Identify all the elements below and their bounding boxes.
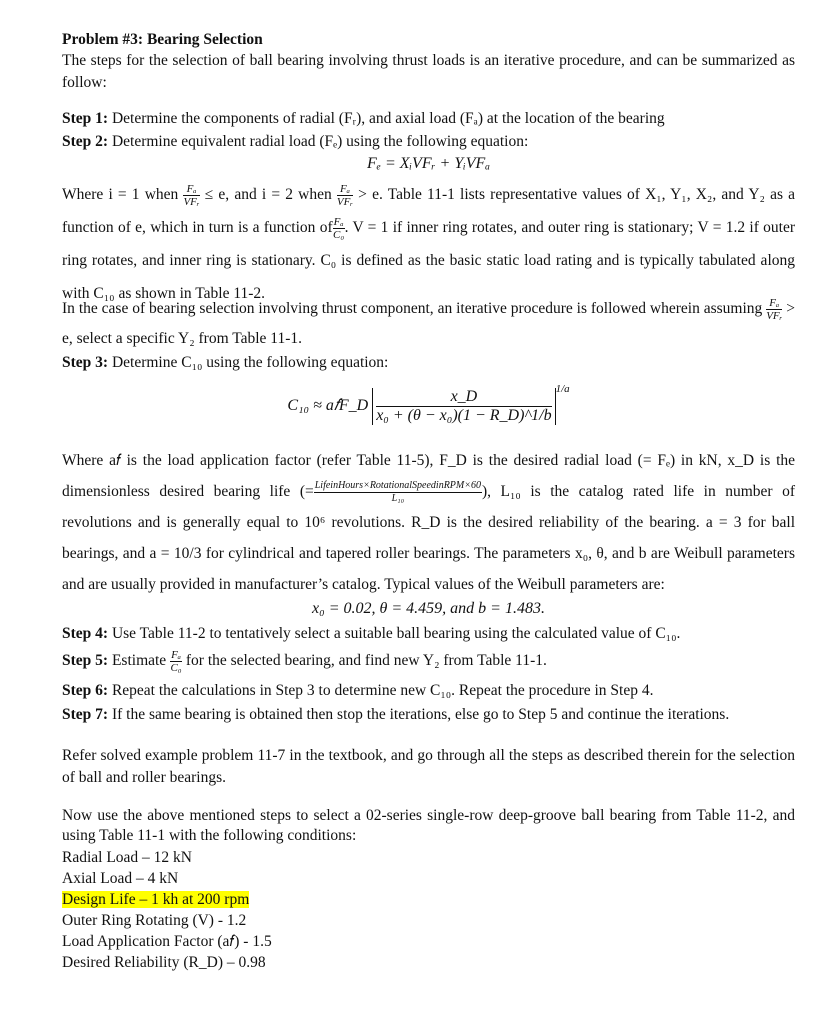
step-1: Step 1: Determine the components of radial (Fᵣ), and axial load (Fₐ) at the location of the bearing [62, 110, 665, 127]
step-6: Step 6: Repeat the calculations in Step 3 to determine new C₁₀. Repeat the procedure in Step 4. [62, 682, 654, 699]
step-5: Step 5: Estimate $\frac{\text{Fₐ}}{\text{C₀}}$ for the selected bearing, and find new Y₂ from Table 11-1. [62, 648, 547, 674]
step-2: Step 2: Determine equivalent radial load (Fₑ) using the following equation: [62, 133, 529, 150]
fraction-fa-vfr: $\frac{\text{Fₐ}}{\text{VFᵣ}}$ [766, 296, 783, 322]
conditions-list [62, 847, 795, 973]
step-7: Step 7: If the same bearing is obtained then stop the iterations, else go to Step 5 and continue the iterations. [62, 706, 730, 723]
fraction-fa-vfr: $\frac{\text{Fₐ}}{\text{VFᵣ}}$ [183, 182, 200, 208]
fraction-fa-vfr: $\frac{\text{Fₐ}}{\text{VFᵣ}}$ [336, 182, 354, 208]
fraction-fa-c0: $\frac{\text{Fₐ}}{\text{C₀}}$ [333, 215, 345, 241]
condition-reliability: Desired Reliability (R_D) – 0.98 [62, 954, 266, 971]
intro-paragraph: The steps for the selection of ball bearing involving thrust loads is an iterative procedure, and can be summarized as follow: [62, 52, 795, 91]
weibull-parameters-equation: x₀ = 0.02, θ = 4.459, and b = 1.483. [312, 600, 545, 617]
equivalent-load-equation: Fₑ = XᵢVFᵣ + YᵢVFₐ [366, 155, 490, 172]
condition-load-factor: Load Application Factor (a𝑓) - 1.5 [62, 933, 272, 950]
step-3: Step 3: Determine C₁₀ using the following equation: [62, 354, 389, 371]
problem-title: Problem #3: Bearing Selection [62, 31, 263, 48]
iterative-paragraph: In the case of bearing selection involving thrust component, an iterative procedure is followed wherein assuming $\frac{\text{Fₐ}}{\text{VFᵣ}}$ > e, select a specific Y₂ from Table 11-1. [62, 296, 795, 347]
c10-equation: C₁₀ ≈ a𝑓F_D $\frac{x\_D}{\text{x₀ + (θ − x₀)(1 − R\_D)\textasciicircum{}1/b}}$ $^{1/a}$ [287, 383, 570, 424]
condition-axial-load: Axial Load – 4 kN [62, 870, 179, 887]
condition-radial-load: Radial Load – 12 kN [62, 849, 193, 866]
condition-outer-ring: Outer Ring Rotating (V) - 1.2 [62, 912, 247, 929]
where-paragraph-2: Where a𝑓 is the load application factor (refer Table 11-5), F_D is the desired radial load (= Fₑ) in kN, x_D is the dimensionless desired bearing life (= $\frac{\text{LifeinHours×RotationalSpeedinRPM×60}}{\text{L₁₀}}$ ), L₁₀ is the catalog rated life in number of revolutions and is generally equal to 10⁶ revolutions. R_D is the desired reliability of the bearing. a = 3 for ball bearings, and a = 10/3 for cylindrical and tapered roller bearings. The parameters x₀, θ, and b are Weibull parameters and are usually provided in manufacturer’s catalog. Typical values of the Weibull parameters are: [62, 452, 796, 593]
task-paragraph: Now use the above mentioned steps to select a 02-series single-row deep-groove ball bearing from Table 11-2, and using Table 11-1 with the following conditions: [62, 807, 795, 844]
step-4: Step 4: Use Table 11-2 to tentatively select a suitable ball bearing using the calculated value of C₁₀. [62, 625, 681, 642]
condition-design-life: Design Life – 1 kh at 200 rpm [62, 891, 250, 908]
where-paragraph-1: Where i = 1 when $\frac{\text{Fₐ}}{\text{VFᵣ}}$ ≤ e, and i = 2 when $\frac{\text{Fₐ}}{\text{VFᵣ}}$ > e. Table 11-1 lists representative values of X₁, Y₁, X₂, and Y₂ as a function of e, which in turn is a function of $\frac{\text{Fₐ}}{\text{C₀}}$ . V = 1 if inner ring rotates, and outer ring is stationary; V = 1.2 if outer ring rotates, and inner ring is stationary. C₀ is defined as the basic static load rating and is typically tabulated along with C₁₀ as shown in Table 11-2. [62, 182, 796, 302]
refer-paragraph: Refer solved example problem 11-7 in the textbook, and go through all the steps as described therein for the selection of ball and roller bearings. [62, 747, 795, 786]
